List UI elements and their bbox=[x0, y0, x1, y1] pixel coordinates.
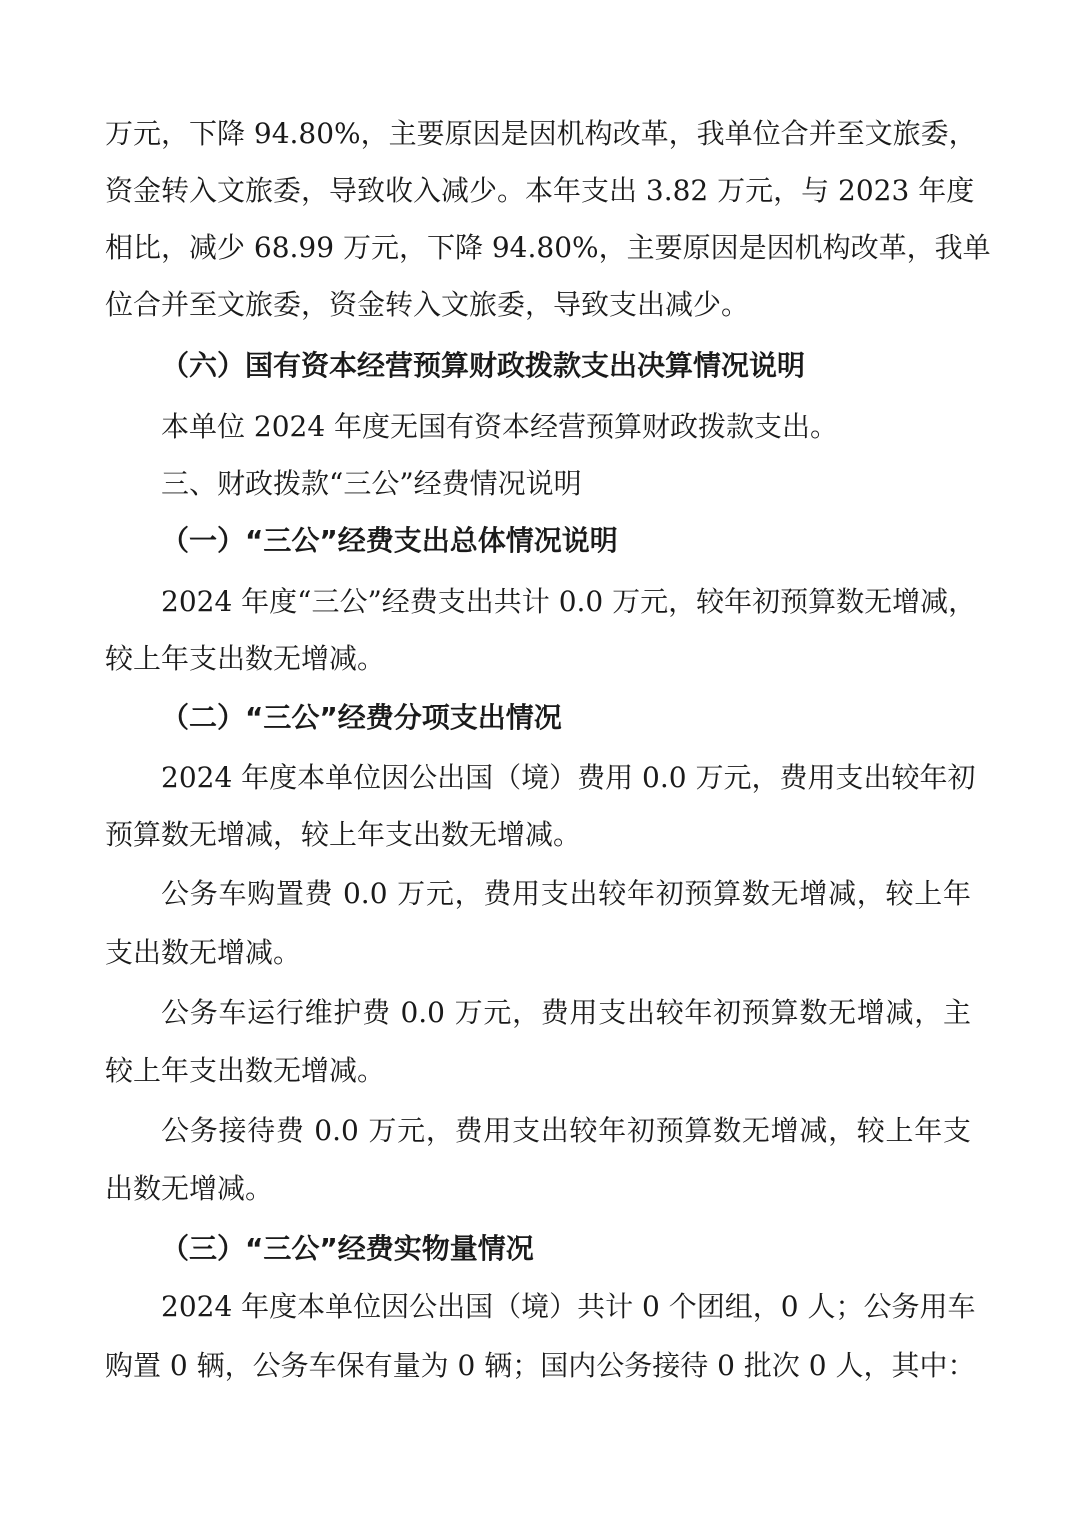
paragraph-line: 支出数无增减。 bbox=[105, 936, 302, 969]
paragraph-line: 较上年支出数无增减。 bbox=[105, 1054, 386, 1087]
subsection-heading: （六）国有资本经营预算财政拨款支出决算情况说明 bbox=[161, 349, 806, 382]
subsection-heading: （一）“三公”经费支出总体情况说明 bbox=[161, 524, 618, 557]
section-heading: 三、财政拨款“三公”经费情况说明 bbox=[161, 467, 582, 500]
subsection-heading: （三）“三公”经费实物量情况 bbox=[161, 1232, 534, 1265]
paragraph-line: 万元，下降 94.80%，主要原因是因机构改革，我单位合并至文旅委， bbox=[105, 117, 977, 150]
subsection-heading: （二）“三公”经费分项支出情况 bbox=[161, 701, 562, 734]
paragraph-line: 相比，减少 68.99 万元，下降 94.80%，主要原因是因机构改革，我单 bbox=[105, 231, 991, 264]
paragraph-line: 位合并至文旅委，资金转入文旅委，导致支出减少。 bbox=[105, 288, 750, 321]
paragraph-line: 2024 年度本单位因公出国（境）费用 0.0 万元，费用支出较年初 bbox=[161, 761, 976, 794]
paragraph-line: 预算数无增减，较上年支出数无增减。 bbox=[105, 818, 582, 851]
paragraph-line: 购置 0 辆，公务车保有量为 0 辆；国内公务接待 0 批次 0 人，其中： bbox=[105, 1349, 976, 1382]
paragraph-line: 资金转入文旅委，导致收入减少。本年支出 3.82 万元，与 2023 年度 bbox=[105, 174, 975, 207]
paragraph-line: 较上年支出数无增减。 bbox=[105, 642, 386, 675]
paragraph-line: 出数无增减。 bbox=[105, 1172, 274, 1205]
paragraph-line: 2024 年度“三公”经费支出共计 0.0 万元，较年初预算数无增减， bbox=[161, 585, 977, 618]
paragraph-line: 公务接待费 0.0 万元，费用支出较年初预算数无增减，较上年支 bbox=[161, 1114, 971, 1147]
paragraph-line: 公务车运行维护费 0.0 万元，费用支出较年初预算数无增减，主 bbox=[161, 996, 971, 1029]
paragraph-line: 本单位 2024 年度无国有资本经营预算财政拨款支出。 bbox=[161, 410, 839, 443]
paragraph-line: 公务车购置费 0.0 万元，费用支出较年初预算数无增减，较上年 bbox=[161, 877, 971, 910]
paragraph-line: 2024 年度本单位因公出国（境）共计 0 个团组，0 人；公务用车 bbox=[161, 1290, 976, 1323]
